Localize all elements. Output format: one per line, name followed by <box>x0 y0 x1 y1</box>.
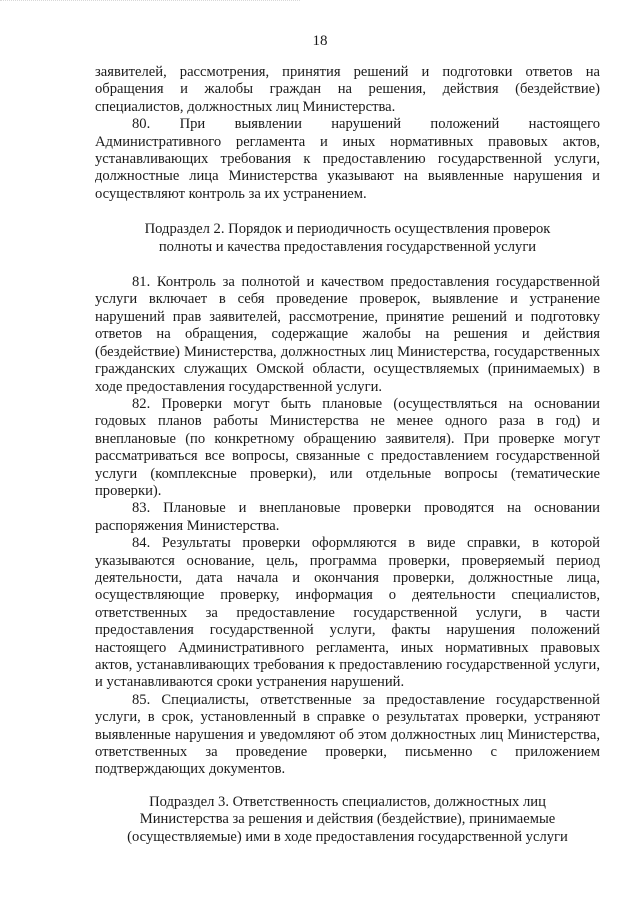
heading-line: Министерства за решения и действия (бездействие), принимаемые <box>139 811 556 828</box>
heading-line: (осуществляемые) ими в ходе предоставления государственной услуги <box>127 828 568 845</box>
heading-line: Подраздел 3. Ответственность специалистов, должностных лиц <box>149 793 546 810</box>
paragraph-85: 85. Специалисты, ответственные за предоставление государственной услуги, в срок, установленный в справке о результатах проверки, устраняют выявленные нарушения и уведомляют об этом должностных лиц Министерства, ответственных за проведение проверки, письменно с приложением подтверждающих документов. <box>95 691 600 778</box>
page-number: 18 <box>312 33 328 49</box>
scan-artifact <box>0 0 300 4</box>
page-body <box>95 64 600 846</box>
paragraph-continuation: заявителей, рассмотрения, принятия решений и подготовки ответов на обращения и жалобы граждан на решения, действия (бездействие) специалистов, должностных лиц Министерства. <box>95 64 600 115</box>
paragraph-82: 82. Проверки могут быть плановые (осуществляться на основании годовых планов работы Министерства не менее одного раза в год) и внеплановые (по конкретному обращению заявителя). При проверке могут рассматриваться все вопросы, связанные с предоставлением государственной услуги (комплексные проверки), или отдельные вопросы (тематические проверки). <box>95 395 600 499</box>
paragraph-83: 83. Плановые и внеплановые проверки проводятся на основании распоряжения Министерства. <box>95 500 600 534</box>
paragraph-84: 84. Результаты проверки оформляются в виде справки, в которой указываются основание, цель, программа проверки, проверяемый период деятельности, дата начала и окончания проверки, должностные лица, осуществляющие проверку, информация о деятельности специалистов, ответственных за предоставление государственной услуги, в части предоставления государственной услуги, факты нарушения положений настоящего Административного регламента, иных нормативных правовых актов, устанавливающих требования к предоставлению государственной услуги, и устанавливаются сроки устранения нарушений. <box>95 535 600 691</box>
heading-line: полноты и качества предоставления государственной услуги <box>158 238 537 255</box>
paragraph-80: 80. При выявлении нарушений положений настоящего Административного регламента и иных нормативных правовых актов, устанавливающих требования к предоставлению государственной услуги, должностные лица Министерства указывают на выявленные нарушения и осуществляют контроль за их устранением. <box>95 116 600 202</box>
subsection-2-heading <box>95 221 600 256</box>
heading-line: Подраздел 2. Порядок и периодичность осуществления проверок <box>144 221 551 238</box>
subsection-3-heading <box>95 794 600 846</box>
paragraph-81: 81. Контроль за полнотой и качеством предоставления государственной услуги включает в себя проведение проверок, выявление и устранение нарушений прав заявителей, рассмотрение, принятие решений и подготовку ответов на обращения, содержащие жалобы на решения и действия (бездействие) Министерства, должностных лиц Министерства, государственных гражданских служащих Омской области, осуществляемых (принимаемых) в ходе предоставления государственной услуги. <box>95 274 600 395</box>
